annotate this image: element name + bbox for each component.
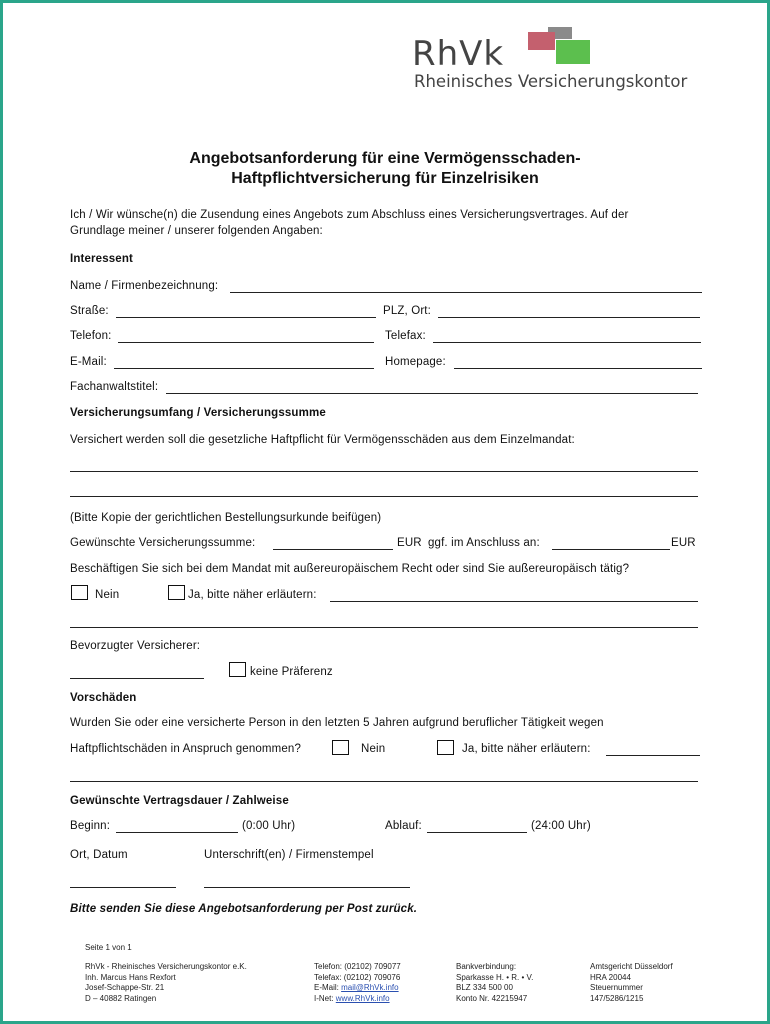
section-heading-vorschaeden: Vorschäden [70, 692, 137, 704]
ort-datum-field[interactable] [70, 887, 176, 888]
logo-subtitle: Rheinisches Versicherungskontor [414, 72, 688, 91]
logo-square-pink [528, 32, 555, 50]
footer-email-label: E-Mail: [314, 983, 342, 992]
homepage-field[interactable] [454, 368, 702, 369]
umfang-text: Versichert werden soll die gesetzliche Haftpflicht für Vermögensschäden aus dem Einzelmandat: [70, 434, 575, 446]
footer-company-line: D – 40882 Ratingen [85, 993, 157, 1003]
section-heading-umfang: Versicherungsumfang / Versicherungssumme [70, 407, 326, 419]
anschluss-label: ggf. im Anschluss an: [428, 537, 540, 549]
vorschaeden-erlaeuterung-field[interactable] [606, 755, 700, 756]
kopie-hint: (Bitte Kopie der gerichtlichen Bestellungsurkunde beifügen) [70, 512, 382, 524]
ablauf-time: (24:00 Uhr) [531, 820, 591, 832]
vorschaeden-nein-label: Nein [361, 743, 386, 755]
footer-col-bank [456, 962, 533, 1004]
keine-praeferenz-label: keine Präferenz [250, 666, 333, 678]
telefon-field[interactable] [118, 342, 374, 343]
telefax-label: Telefax: [385, 330, 426, 342]
summe-eur: EUR [397, 537, 422, 549]
unterschrift-label: Unterschrift(en) / Firmenstempel [204, 849, 374, 861]
section-heading-interessent: Interessent [70, 253, 134, 265]
strasse-field[interactable] [116, 317, 376, 318]
plz-field[interactable] [438, 317, 700, 318]
fachanwalt-field[interactable] [166, 393, 698, 394]
aussereuropa-erlaeuterung-field[interactable] [330, 601, 698, 602]
footer-col-company [85, 962, 247, 1004]
vorschaeden-ja-label: Ja, bitte näher erläutern: [462, 743, 591, 755]
strasse-label: Straße: [70, 305, 109, 317]
anschluss-eur: EUR [671, 537, 696, 549]
footer-register-line: Amtsgericht Düsseldorf [590, 962, 673, 971]
footer-note: Bitte senden Sie diese Angebotsanforderung per Post zurück. [70, 903, 418, 915]
page-title-line2: Haftpflichtversicherung für Einzelrisiken [231, 170, 539, 187]
intro-line1: Ich / Wir wünsche(n) die Zusendung eines Angebots zum Abschluss eines Versicherungsvertrages. Auf der [70, 209, 629, 221]
footer-col-contact [314, 962, 401, 1004]
telefon-label: Telefon: [70, 330, 112, 342]
footer-company-line: Josef-Schappe-Str. 21 [85, 983, 165, 992]
aussereuropa-ja-label: Ja, bitte näher erläutern: [188, 589, 317, 601]
fachanwalt-label: Fachanwaltstitel: [70, 381, 159, 393]
vorschaeden-question-line1: Wurden Sie oder eine versicherte Person in den letzten 5 Jahren aufgrund beruflicher Tätigkeit wegen [70, 717, 604, 729]
footer-register-line: Steuernummer [590, 983, 643, 992]
logo-name: RhVk [412, 34, 505, 74]
umfang-field-line2[interactable] [70, 496, 698, 497]
footer-bank-line: Bankverbindung: [456, 962, 517, 971]
aussereuropa-question: Beschäftigen Sie sich bei dem Mandat mit außereuropäischem Recht oder sind Sie außereuropäisch tätig? [70, 563, 630, 575]
footer-company-line: Inh. Marcus Hans Rexfort [85, 972, 176, 982]
name-label: Name / Firmenbezeichnung: [70, 280, 219, 292]
email-label: E-Mail: [70, 356, 107, 368]
vorschaeden-question-line2: Haftpflichtschäden in Anspruch genommen? [70, 743, 302, 755]
aussereuropa-nein-checkbox[interactable] [71, 585, 88, 600]
footer-inet-label: I-Net: [314, 993, 336, 1003]
telefax-field[interactable] [433, 342, 701, 343]
homepage-label: Homepage: [385, 356, 446, 368]
footer-telefax: Telefax: (02102) 709076 [314, 972, 401, 982]
aussereuropa-ja-checkbox[interactable] [168, 585, 185, 600]
page-number: Seite 1 von 1 [85, 943, 132, 952]
footer-email-link[interactable]: mail@RhVk.info [341, 983, 399, 992]
logo-square-green [556, 40, 590, 64]
ablauf-field[interactable] [427, 832, 527, 833]
footer-bank-line: Sparkasse H. • R. • V. [456, 972, 534, 982]
versicherer-field[interactable] [70, 678, 204, 679]
footer-bank-line: Konto Nr. 42215947 [456, 993, 528, 1003]
footer-bank-line: BLZ 334 500 00 [456, 983, 513, 992]
versicherer-label: Bevorzugter Versicherer: [70, 640, 201, 652]
name-field[interactable] [230, 292, 702, 293]
ablauf-label: Ablauf: [385, 820, 422, 832]
umfang-field-line1[interactable] [70, 471, 698, 472]
vorschaeden-erlaeuterung-field-line2[interactable] [70, 781, 698, 782]
footer-register-line: 147/5286/1215 [590, 993, 644, 1003]
beginn-label: Beginn: [70, 820, 111, 832]
section-heading-vertrag: Gewünschte Vertragsdauer / Zahlweise [70, 795, 289, 807]
summe-label: Gewünschte Versicherungssumme: [70, 537, 256, 549]
aussereuropa-erlaeuterung-field-line2[interactable] [70, 627, 698, 628]
ort-datum-label: Ort, Datum [70, 849, 128, 861]
vorschaeden-nein-checkbox[interactable] [332, 740, 349, 755]
beginn-field[interactable] [116, 832, 238, 833]
footer-register-line: HRA 20044 [590, 972, 631, 982]
unterschrift-field[interactable] [204, 887, 410, 888]
email-field[interactable] [114, 368, 374, 369]
plz-label: PLZ, Ort: [383, 305, 431, 317]
aussereuropa-nein-label: Nein [95, 589, 120, 601]
beginn-time: (0:00 Uhr) [242, 820, 296, 832]
vorschaeden-ja-checkbox[interactable] [437, 740, 454, 755]
summe-field[interactable] [273, 549, 393, 550]
footer-company-line: RhVk - Rheinisches Versicherungskontor e.K. [85, 962, 247, 971]
keine-praeferenz-checkbox[interactable] [229, 662, 246, 677]
footer-col-register [590, 962, 673, 1004]
intro-line2: Grundlage meiner / unserer folgenden Angaben: [70, 225, 323, 237]
footer-inet-link[interactable]: www.RhVk.info [335, 993, 390, 1003]
footer-telefon: Telefon: (02102) 709077 [314, 962, 401, 971]
page-title-line1: Angebotsanforderung für eine Vermögensschaden- [189, 150, 581, 167]
anschluss-field[interactable] [552, 549, 670, 550]
